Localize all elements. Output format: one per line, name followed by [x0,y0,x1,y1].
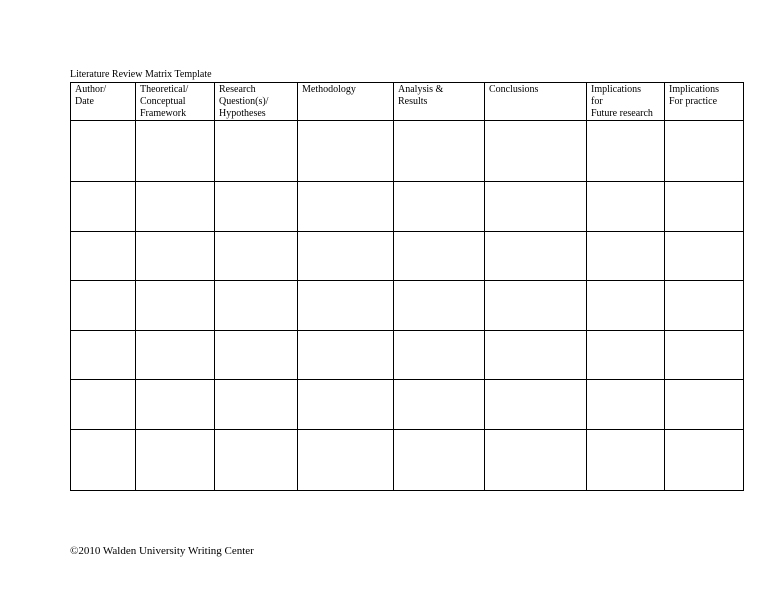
header-label: Conceptual [140,96,186,107]
table-cell [71,182,136,232]
table-cell [665,182,744,232]
table-cell [485,331,587,380]
table-cell [394,430,485,491]
table-row [71,331,744,380]
table-row [71,121,744,182]
header-label: Research [219,84,256,95]
table-cell [485,281,587,331]
table-cell [71,380,136,430]
table-cell [136,380,215,430]
table-cell [298,182,394,232]
table-row [71,281,744,331]
table-cell [394,232,485,281]
table-cell [215,380,298,430]
col-implications-future-research [587,83,665,121]
table-cell [587,182,665,232]
table-cell [485,121,587,182]
table-cell [665,380,744,430]
table-cell [394,281,485,331]
table-cell [394,121,485,182]
header-row [71,83,744,121]
table-cell [665,121,744,182]
table-cell [485,232,587,281]
header-label: Conclusions [489,84,539,95]
col-conclusions [485,83,587,121]
table-cell [485,380,587,430]
header-label: Methodology [302,84,356,95]
table-row [71,380,744,430]
table-cell [587,380,665,430]
header-label: for [591,96,603,107]
header-label: Date [75,96,94,107]
table-cell [136,281,215,331]
table-cell [215,232,298,281]
table-cell [298,331,394,380]
table-cell [215,281,298,331]
col-theoretical-framework [136,83,215,121]
col-implications-practice [665,83,744,121]
col-methodology [298,83,394,121]
table-cell [394,331,485,380]
table-cell [136,182,215,232]
col-analysis-results [394,83,485,121]
table-cell [71,281,136,331]
table-row [71,182,744,232]
table-cell [136,430,215,491]
table-cell [71,232,136,281]
literature-review-matrix [70,82,744,491]
header-label: Author/ [75,84,107,95]
table-cell [215,121,298,182]
table-cell [587,281,665,331]
table-cell [298,121,394,182]
header-label: Future research [591,108,653,119]
header-label: Theoretical/ [140,84,189,95]
header-label: Implications [669,84,719,95]
table-cell [71,430,136,491]
table-cell [136,232,215,281]
table-cell [298,380,394,430]
table-cell [665,430,744,491]
col-research-questions [215,83,298,121]
table-cell [665,232,744,281]
header-label: Implications [591,84,641,95]
copyright-footer: ©2010 Walden University Writing Center [70,545,254,557]
header-label: Hypotheses [219,108,266,119]
table-cell [215,182,298,232]
table-cell [136,121,215,182]
header-label: Framework [140,108,187,119]
table-cell [215,331,298,380]
table-cell [485,430,587,491]
table-cell [298,281,394,331]
header-label: Question(s)/ [219,96,269,107]
table-row [71,232,744,281]
table-cell [587,331,665,380]
table-row [71,430,744,491]
table-cell [394,380,485,430]
col-author-date [71,83,136,121]
header-label: Results [398,96,428,107]
table-cell [394,182,485,232]
header-label: For practice [669,96,718,107]
table-cell [298,232,394,281]
matrix-body [71,121,744,491]
table-cell [587,121,665,182]
table-cell [485,182,587,232]
table-cell [665,281,744,331]
table-cell [665,331,744,380]
table-cell [71,121,136,182]
table-cell [298,430,394,491]
table-cell [136,331,215,380]
header-label: Analysis & [398,84,444,95]
table-cell [215,430,298,491]
table-cell [587,232,665,281]
document-title: Literature Review Matrix Template [70,69,212,80]
table-cell [71,331,136,380]
table-cell [587,430,665,491]
